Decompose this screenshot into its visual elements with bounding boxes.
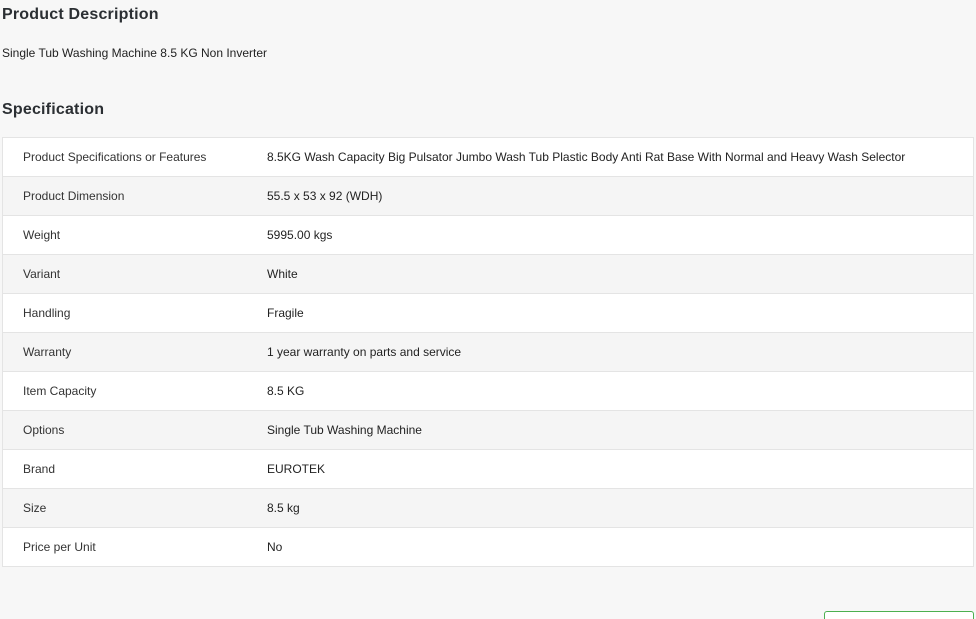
spec-value: 8.5 KG (267, 384, 305, 398)
action-button[interactable] (824, 611, 974, 619)
spec-row-brand (3, 450, 973, 489)
spec-label: Weight (23, 228, 61, 242)
spec-value: No (267, 540, 283, 554)
spec-value: 5995.00 kgs (267, 228, 333, 242)
spec-row-options (3, 411, 973, 450)
spec-label: Price per Unit (23, 540, 96, 554)
spec-label: Product Specifications or Features (23, 150, 207, 164)
spec-row-size (3, 489, 973, 528)
spec-label: Brand (23, 462, 56, 476)
spec-value: White (267, 267, 298, 281)
spec-label: Variant (23, 267, 61, 281)
spec-row-features (3, 138, 973, 177)
spec-value: 8.5 kg (267, 501, 300, 515)
spec-value: 55.5 x 53 x 92 (WDH) (267, 189, 383, 203)
spec-label: Product Dimension (23, 189, 125, 203)
spec-label: Size (23, 501, 47, 515)
spec-value: 1 year warranty on parts and service (267, 345, 462, 359)
spec-row-dimension (3, 177, 973, 216)
product-description-heading: Product Description (2, 6, 159, 23)
product-description-text: Single Tub Washing Machine 8.5 KG Non Inverter (2, 46, 268, 60)
spec-label: Warranty (23, 345, 72, 359)
spec-row-price-per-unit (3, 528, 973, 567)
spec-row-variant (3, 255, 973, 294)
spec-value: EUROTEK (267, 462, 326, 476)
spec-value: 8.5KG Wash Capacity Big Pulsator Jumbo Wash Tub Plastic Body Anti Rat Base With Normal and Heavy Wash Selector (267, 150, 906, 164)
specification-heading: Specification (2, 101, 105, 118)
spec-row-warranty (3, 333, 973, 372)
spec-value: Single Tub Washing Machine (267, 423, 422, 437)
spec-value: Fragile (267, 306, 304, 320)
spec-row-handling (3, 294, 973, 333)
spec-row-item-capacity (3, 372, 973, 411)
specification-table (2, 137, 974, 567)
spec-row-weight (3, 216, 973, 255)
spec-label: Item Capacity (23, 384, 97, 398)
spec-label: Options (23, 423, 65, 437)
spec-label: Handling (23, 306, 71, 320)
